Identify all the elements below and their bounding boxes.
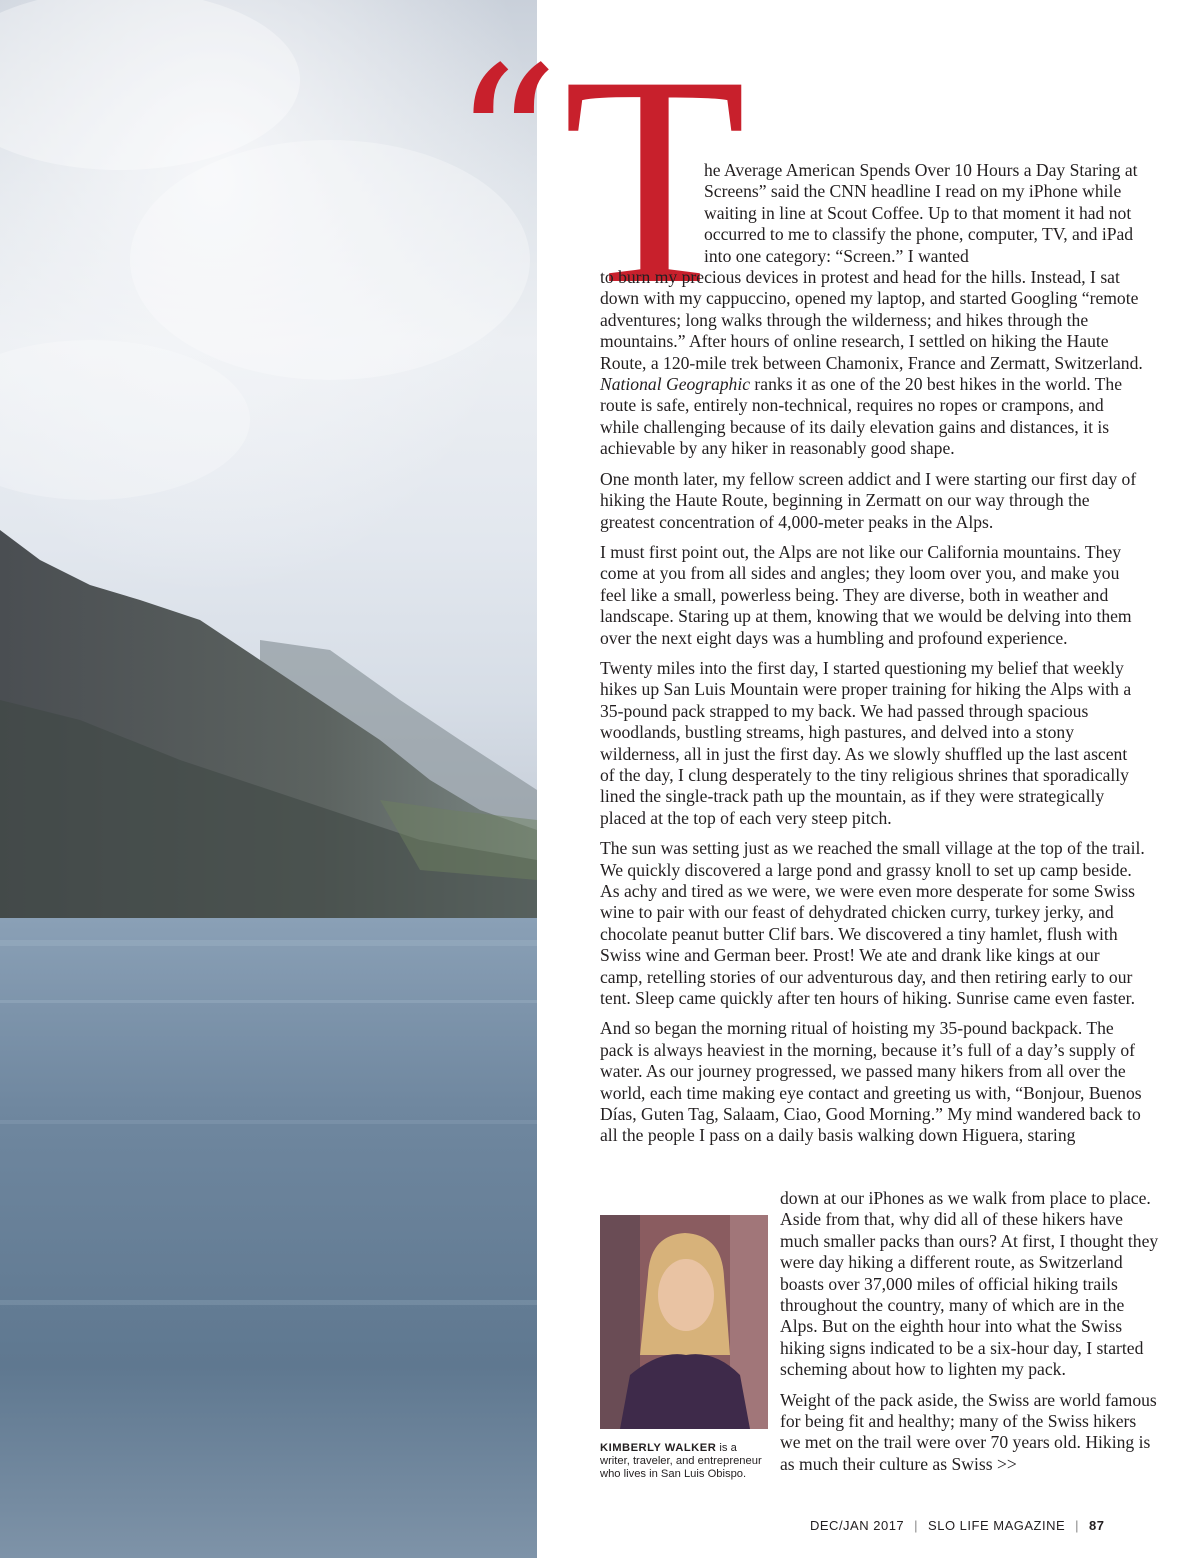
author-portrait <box>600 1215 768 1429</box>
issue-date: DEC/JAN 2017 <box>810 1518 905 1533</box>
magazine-name: SLO LIFE MAGAZINE <box>928 1518 1066 1533</box>
publication-name: National Geographic <box>600 374 751 395</box>
paragraph-6: And so began the morning ritual of hoisting my 35-pound backpack. The pack is always heaviest in the morning, because it’s full of a day’s supply of water. As our journey progressed, we passed many hikers from all over the world, each time making eye contact and greeting us with, “Bonjour, Buenos Días, Guten Tag, Salaam, Ciao, Good Morning.” My mind wandered back to all the people I pass on a daily basis walking down Higuera, staring <box>600 1018 1142 1146</box>
article-body <box>600 160 1145 1156</box>
opening-quote-mark: “ <box>452 22 548 267</box>
page-footer <box>810 1518 1150 1533</box>
page-number: 87 <box>1089 1518 1105 1533</box>
author-photo <box>600 1215 768 1429</box>
paragraph-1-indented: he Average American Spends Over 10 Hours a Day Staring at Screens” said the CNN headline I read on my iPhone while waiting in line at Scout Coffee. Up to that moment it had not occurred to me to classify the phone, computer, TV, and iPad into one category: “Screen.” I wanted <box>704 160 1138 266</box>
paragraph-6-continued: down at our iPhones as we walk from place to place. Aside from that, why did all of these hikers have much smaller packs than ours? At first, I thought they were day hiking a different route, as Switzerland boasts over 37,000 miles of official hiking trails throughout the country, many of which are in the Alps. But on the eighth hour into what the Swiss hiking signs indicated to be a six-hour day, I started scheming about how to lighten my pack. <box>780 1188 1159 1380</box>
drop-cap-letter: T <box>563 14 747 346</box>
paragraph-1-continued-b: ranks it as one of the 20 best hikes in the world. The route is safe, entirely non-technical, requires no ropes or crampons, and while challenging because of its daily elevation gains and distances, it is achievable by any hiker in reasonably good shape. <box>600 374 1123 459</box>
paragraph-1 <box>600 160 1145 460</box>
author-bio: is a writer, traveler, and entrepreneur who lives in San Luis Obispo. <box>600 1442 762 1480</box>
paragraph-5: The sun was setting just as we reached the small village at the top of the trail. We quickly discovered a large pond and grassy knoll to set up camp beside. As achy and tired as we were, we were even more desperate for some Swiss wine to pair with our feast of dehydrated chicken curry, turkey jerky, and chocolate peanut butter Clif bars. We discovered a tiny hamlet, flush with Swiss wine and German beer. Prost! We ate and drank like kings at our camp, retelling stories of our adventurous day, and then retiring early to our tent. Sleep came quickly after ten hours of hiking. Sunrise came even faster. <box>600 838 1145 1009</box>
article-body-wrap <box>780 1188 1160 1484</box>
paragraph-3: I must first point out, the Alps are not like our California mountains. They come at you from all sides and angles; they loom over you, and make you feel like a small, powerless being. They are diverse, both in weather and landscape. Staring up at them, knowing that we would be delving into them over the next eight days was a humbling and profound experience. <box>600 541 1132 648</box>
paragraph-7: Weight of the pack aside, the Swiss are world famous for being fit and healthy; many of the Swiss hikers we met on the trail were over 70 years old. Hiking is as much their culture as Swiss >> <box>780 1389 1157 1474</box>
footer-separator: | <box>914 1518 919 1533</box>
author-caption <box>600 1442 768 1481</box>
paragraph-1-continued-a: to burn my precious devices in protest and head for the hills. Instead, I sat down with my cappuccino, opened my laptop, and started Googling “remote adventures; long walks through the wilderness; and hikes through the mountains.” After hours of online research, I settled on hiking the Haute Route, a 120-mile trek between Chamonix, France and Zermatt, Switzerland. <box>600 267 1143 373</box>
paragraph-4: Twenty miles into the first day, I started questioning my belief that weekly hikes up San Luis Mountain were proper training for hiking the Alps with a 35-pound pack strapped to my back. We had passed through spacious woodlands, bustling streams, high pastures, and delved into a stony wilderness, all in just the first day. As we slowly shuffled up the last ascent of the day, I clung desperately to the tiny religious shrines that sporadically lined the single-track path up the mountain, as if they were strategically placed at the top of each very steep pitch. <box>600 657 1132 828</box>
footer-separator-2: | <box>1075 1518 1080 1533</box>
author-name: KIMBERLY WALKER <box>600 1442 717 1454</box>
paragraph-2: One month later, my fellow screen addict and I were starting our first day of hiking the Haute Route, beginning in Zermatt on our way through the greatest concentration of 4,000-meter peaks in the Alps. <box>600 468 1137 532</box>
